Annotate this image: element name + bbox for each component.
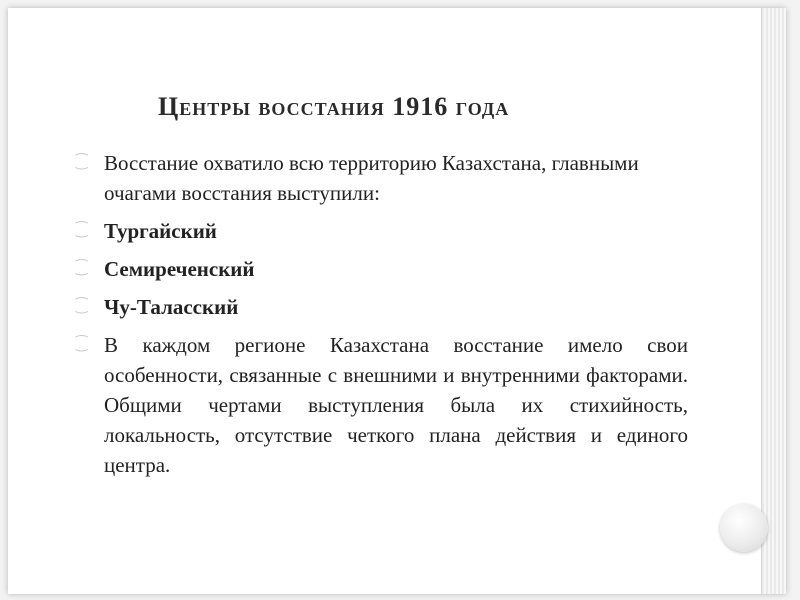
bullet-text: В каждом регионе Казахстана восстание имело свои особенности, связанные с внешними и внутренними факторами. Общими чертами выступления была их стихийность, локальность, отсутствие четкого плана действия и единого центра. xyxy=(104,333,688,477)
bullet-item xyxy=(76,292,688,322)
bullet-icon: ⁐ xyxy=(76,261,88,276)
slide xyxy=(8,8,786,594)
slide-title: Центры восстания 1916 года xyxy=(158,92,510,121)
decorative-circle xyxy=(720,504,768,552)
bullet-icon: ⁐ xyxy=(76,299,88,314)
decorative-band xyxy=(761,8,786,594)
bullet-icon: ⁐ xyxy=(76,337,88,352)
bullet-text: Восстание охватило всю территорию Казахстана, главными очагами восстания выступили: xyxy=(104,151,639,205)
bullet-text: Чу-Таласский xyxy=(104,295,239,319)
bullet-text: Тургайский xyxy=(104,219,217,243)
bullet-text: Семиреченский xyxy=(104,257,255,281)
bullet-icon: ⁐ xyxy=(76,223,88,238)
bullet-item xyxy=(76,330,688,480)
bullet-icon: ⁐ xyxy=(76,155,88,170)
bullet-item xyxy=(76,148,688,208)
bullet-list xyxy=(76,148,688,488)
bullet-item xyxy=(76,254,688,284)
bullet-item xyxy=(76,216,688,246)
